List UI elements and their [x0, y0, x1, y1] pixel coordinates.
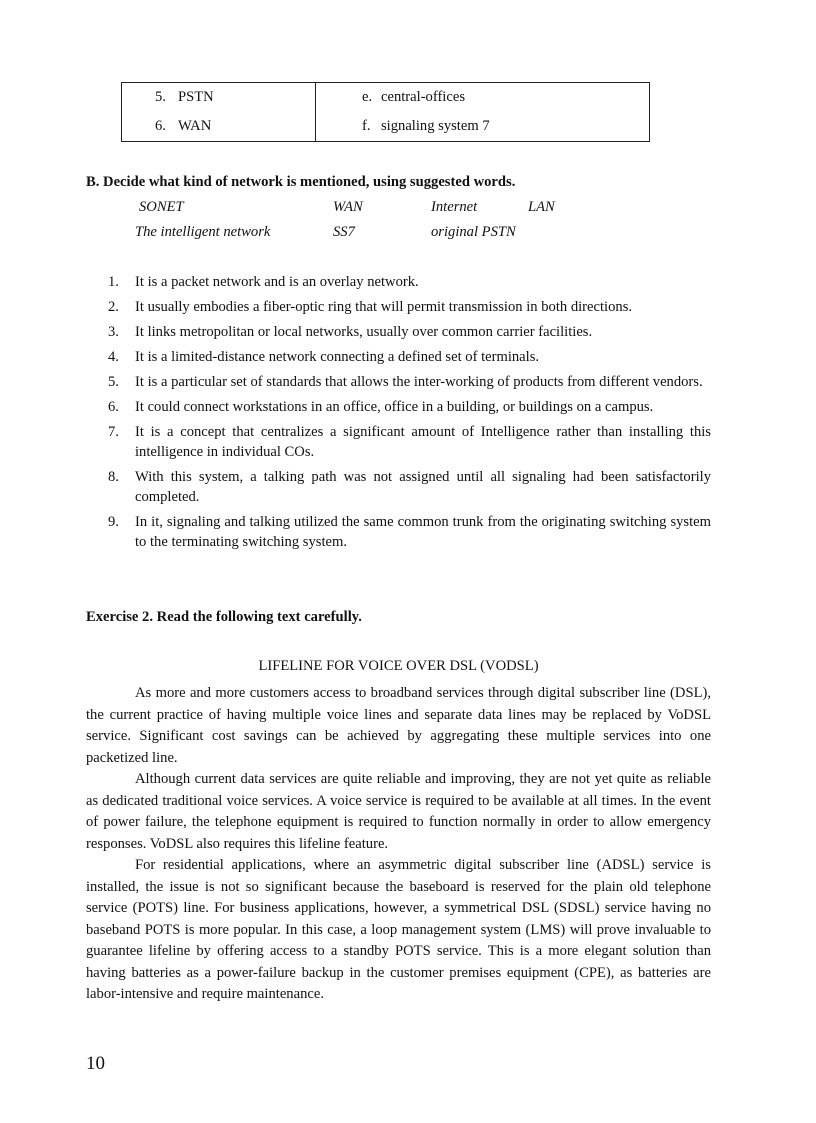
table-cell-match	[316, 83, 650, 113]
matching-table	[121, 82, 650, 142]
question-number: 4.	[108, 349, 119, 365]
list-item	[86, 272, 711, 292]
list-item	[86, 397, 711, 417]
question-number: 3.	[108, 324, 119, 340]
list-item	[86, 347, 711, 367]
question-number: 7.	[108, 424, 119, 440]
table-row	[122, 112, 650, 142]
question-text: With this system, a talking path was not assigned until all signaling had been satisfactorily completed.	[135, 469, 711, 505]
section-b-heading: B. Decide what kind of network is mentioned, using suggested words.	[86, 174, 516, 190]
match-letter: f.	[362, 118, 371, 134]
suggested-word: The intelligent network	[135, 224, 271, 240]
article-title: LIFELINE FOR VOICE OVER DSL (VODSL)	[258, 658, 539, 674]
article-paragraph: For residential applications, where an asymmetric digital subscriber line (ADSL) service is installed, the issue is not so significant because the baseboard is reserved for the plain old telephone service (POTS) line. For business applications, however, a symmetrical DSL (SDSL) service having no baseband POTS is more popular. In this case, a loop management system (LMS) will prove invaluable to guarantee lifeline by offering access to a standby POTS service. This is a more elegant solution than having batteries as a power-failure backup in the customer premises equipment (CPE), as batteries are labor-intensive and require maintenance.	[86, 857, 711, 1002]
article-body	[86, 683, 711, 1006]
match-text: central-offices	[381, 89, 465, 105]
suggested-word: Internet	[431, 199, 478, 215]
question-text: It links metropolitan or local networks, usually over common carrier facilities.	[135, 324, 593, 340]
match-text: signaling system 7	[381, 118, 490, 134]
term-text: WAN	[178, 118, 212, 134]
question-text: In it, signaling and talking utilized the same common trunk from the originating switching system to the terminating switching system.	[135, 514, 711, 550]
article-paragraph: As more and more customers access to broadband services through digital subscriber line (DSL), the current practice of having multiple voice lines and separate data lines may be replaced by VoDSL service. Significant cost savings can be achieved by aggregating these multiple services into one packetized line.	[86, 685, 711, 766]
question-text: It is a particular set of standards that allows the inter-working of products from different vendors.	[135, 374, 703, 390]
list-item	[86, 297, 711, 317]
question-number: 2.	[108, 299, 119, 315]
article-paragraph: Although current data services are quite reliable and improving, they are not yet quite as reliable as dedicated traditional voice services. A voice service is required to be available at all times. In the event of power failure, the telephone equipment is required to function normally in order to allow emergency responses. VoDSL also requires this lifeline feature.	[86, 771, 711, 852]
question-number: 6.	[108, 399, 119, 415]
question-number: 5.	[108, 374, 119, 390]
list-item	[86, 422, 711, 462]
suggested-word: LAN	[528, 199, 555, 215]
question-text: It is a limited-distance network connecting a defined set of terminals.	[135, 349, 540, 365]
term-number: 6.	[155, 118, 166, 134]
term-text: PSTN	[178, 89, 214, 105]
question-text: It is a packet network and is an overlay network.	[135, 274, 419, 290]
question-number: 1.	[108, 274, 119, 290]
suggested-word: WAN	[333, 199, 363, 215]
suggested-word: original PSTN	[431, 224, 516, 240]
question-text: It is a concept that centralizes a significant amount of Intelligence rather than installing this intelligence in individual COs.	[135, 424, 711, 460]
list-item	[86, 372, 711, 392]
term-number: 5.	[155, 89, 166, 105]
table-cell-term	[122, 112, 316, 142]
list-item	[86, 512, 711, 552]
question-number: 8.	[108, 469, 119, 485]
page-number: 10	[86, 1053, 105, 1074]
question-list	[86, 272, 711, 557]
question-text: It could connect workstations in an office, office in a building, or buildings on a campus.	[135, 399, 654, 415]
exercise-2-heading: Exercise 2. Read the following text carefully.	[86, 609, 362, 625]
question-number: 9.	[108, 514, 119, 530]
table-cell-match	[316, 112, 650, 142]
list-item	[86, 322, 711, 342]
suggested-word: SONET	[139, 199, 184, 215]
match-letter: e.	[362, 89, 373, 105]
suggested-word: SS7	[333, 224, 355, 240]
table-cell-term	[122, 83, 316, 113]
table-row	[122, 83, 650, 113]
question-text: It usually embodies a fiber-optic ring that will permit transmission in both directions.	[135, 299, 633, 315]
list-item	[86, 467, 711, 507]
